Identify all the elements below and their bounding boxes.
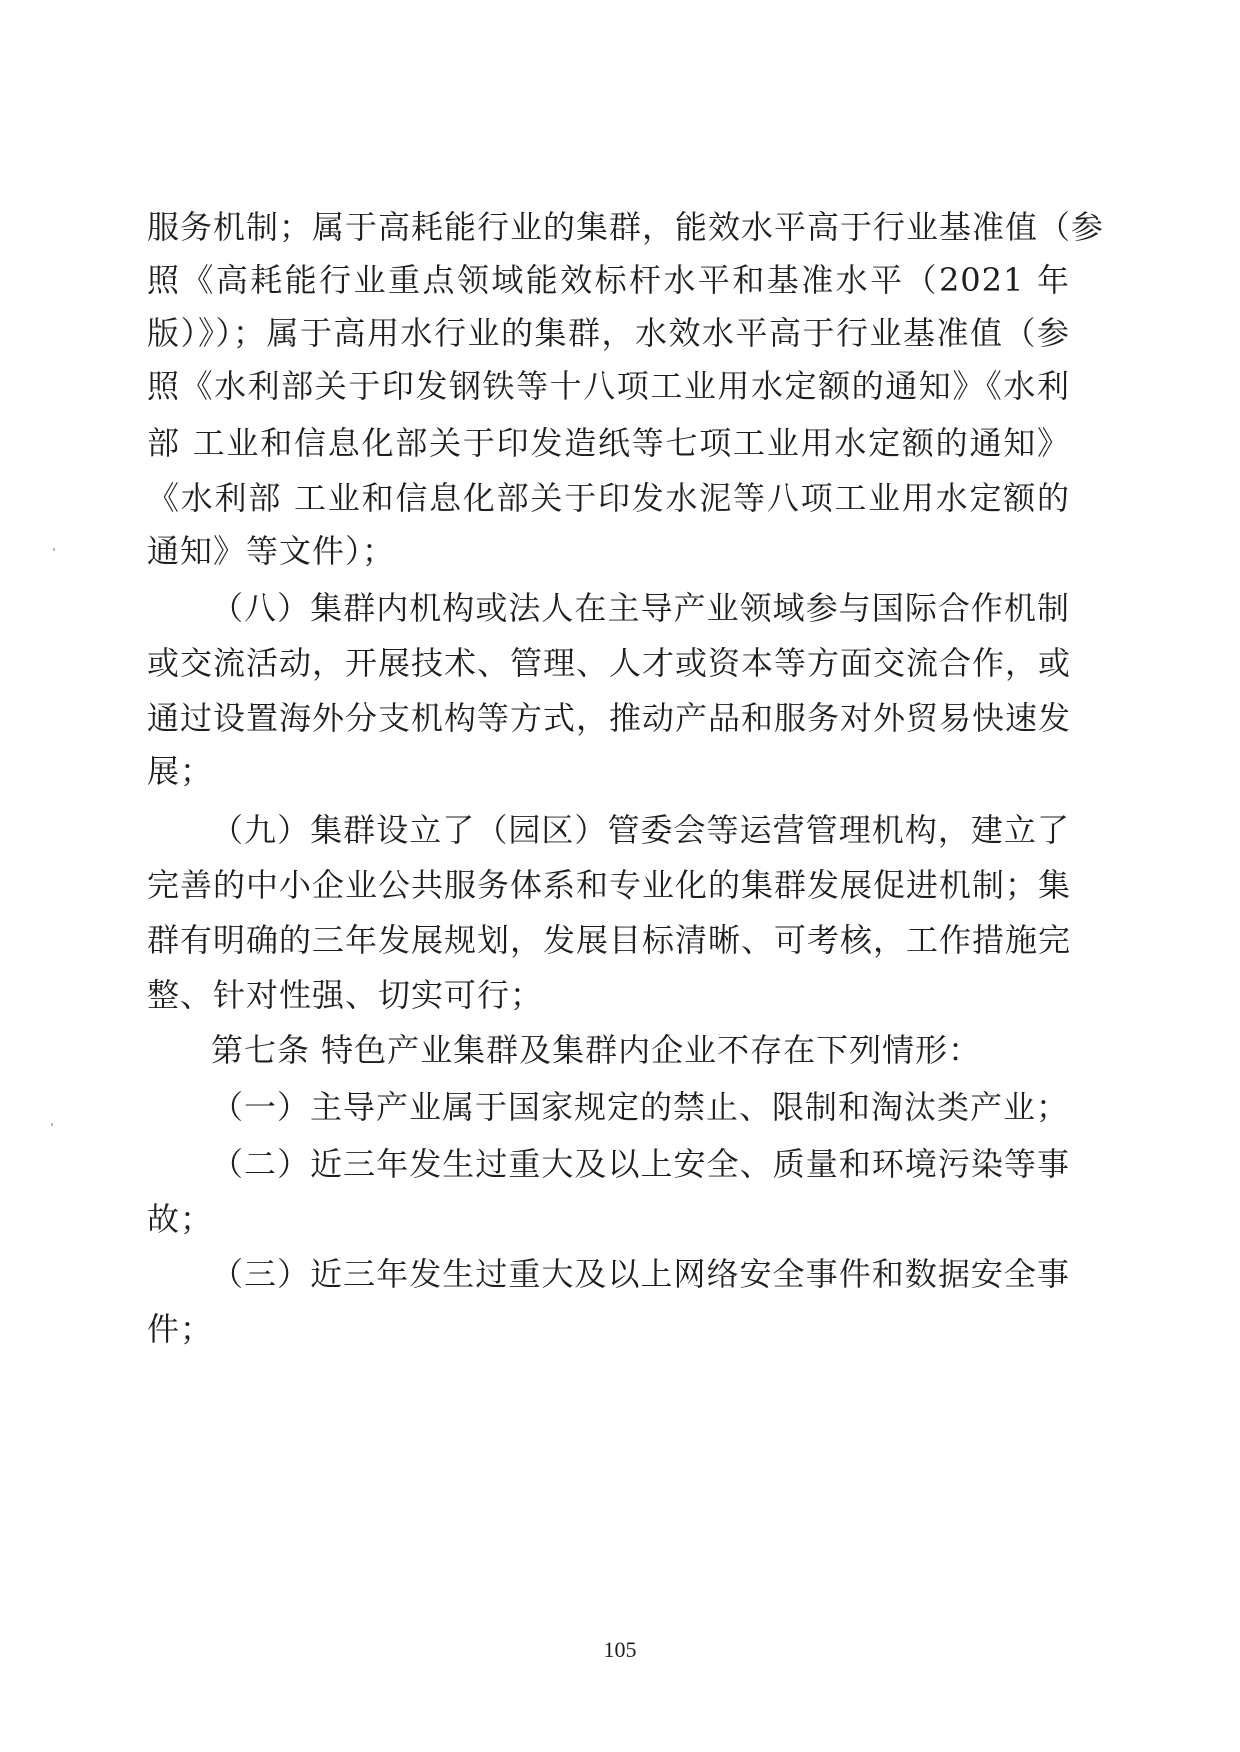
- text-line: 《水利部 工业和信息化部关于印发水泥等八项工业用水定额的: [147, 479, 1070, 517]
- text-line: 通知》等文件）；: [147, 532, 396, 570]
- text-line: 部 工业和信息化部关于印发造纸等七项工业用水定额的通知》: [147, 424, 1070, 462]
- list-item-line: （二）近三年发生过重大及以上安全、质量和环境污染等事: [211, 1145, 1070, 1183]
- text-line: 件；: [147, 1310, 214, 1348]
- text-line: 版）》）；属于高用水行业的集群，水效水平高于行业基准值（参: [147, 314, 1070, 352]
- article-heading-line: 第七条 特色产业集群及集群内企业不存在下列情形：: [211, 1031, 982, 1069]
- paragraph-heading-line: （八）集群内机构或法人在主导产业领域参与国际合作机制: [211, 589, 1070, 627]
- list-item-line: （一）主导产业属于国家规定的禁止、限制和淘汰类产业；: [211, 1088, 1070, 1126]
- paragraph-heading-line: （九）集群设立了（园区）管委会等运营管理机构，建立了: [211, 811, 1070, 849]
- page-number: 105: [603, 1637, 637, 1662]
- scan-speck: [53, 548, 55, 551]
- list-item-line: （三）近三年发生过重大及以上网络安全事件和数据安全事: [211, 1255, 1070, 1293]
- text-line: 群有明确的三年发展规划，发展目标清晰、可考核，工作措施完: [147, 921, 1072, 959]
- text-line: 完善的中小企业公共服务体系和专业化的集群发展促进机制；集: [147, 866, 1072, 904]
- text-line: 故；: [147, 1200, 214, 1238]
- text-line: 照《高耗能行业重点领域能效标杆水平和基准水平（2021 年: [147, 261, 1070, 299]
- text-line: 照《水利部关于印发钢铁等十八项工业用水定额的通知》《水利: [147, 367, 1070, 405]
- text-line: 通过设置海外分支机构等方式，推动产品和服务对外贸易快速发: [147, 699, 1072, 737]
- text-line: 整、针对性强、切实可行；: [147, 976, 544, 1014]
- scan-speck: [51, 1123, 53, 1126]
- text-line: 或交流活动，开展技术、管理、人才或资本等方面交流合作，或: [147, 644, 1072, 682]
- text-line: 展；: [147, 752, 214, 790]
- text-line: 服务机制；属于高耗能行业的集群，能效水平高于行业基准值（参: [147, 208, 1105, 246]
